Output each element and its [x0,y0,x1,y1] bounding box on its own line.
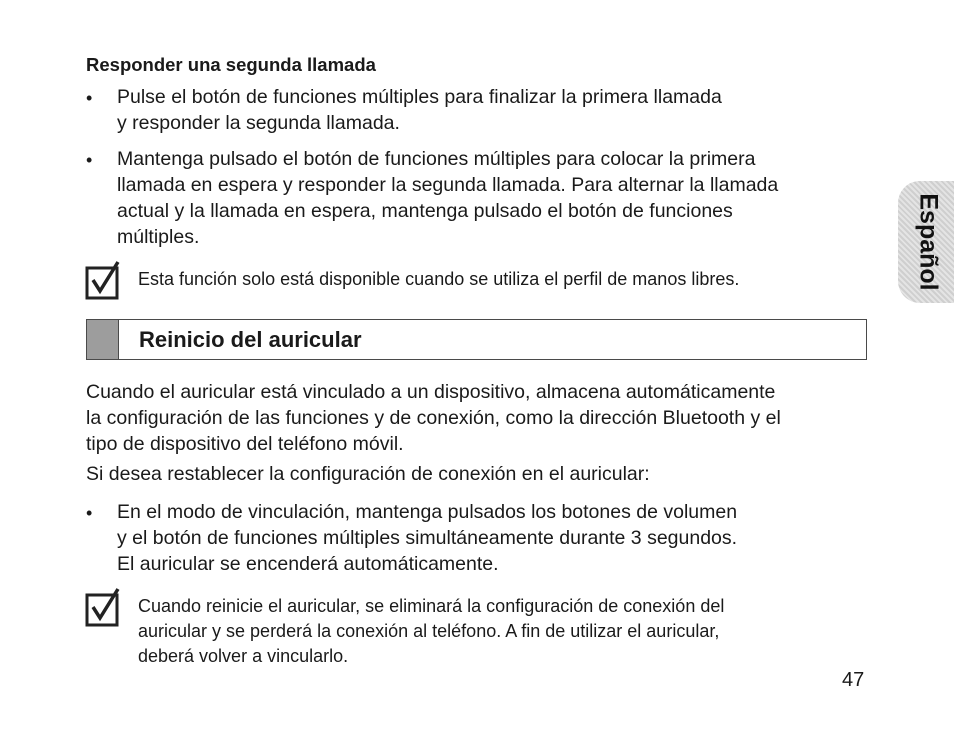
text-line: tipo de dispositivo del teléfono móvil. [86,433,404,455]
second-call-heading: Responder una segunda llamada [86,54,376,75]
bullet-symbol: • [86,503,93,523]
text-line: múltiples. [117,226,200,248]
section-heading-bar [87,320,119,359]
text-line: Cuando el auricular está vinculado a un dispositivo, almacena automáticamente [86,381,776,403]
bullet-symbol: • [86,150,93,170]
section-title: Reinicio del auricular [139,327,362,352]
language-tab-label: Español [914,193,943,291]
text-line: la configuración de las funciones y de conexión, como la dirección Bluetooth y el [86,407,781,429]
text-line: y el botón de funciones múltiples simultáneamente durante 3 segundos. [117,527,738,549]
text-line: Si desea restablecer la configuración de conexión en el auricular: [86,463,650,485]
language-side-tab [898,181,954,303]
text-line: llamada en espera y responder la segunda llamada. Para alternar la llamada [117,174,779,196]
bullet-symbol: • [86,88,93,108]
text-line: En el modo de vinculación, mantenga pulsados los botones de volumen [117,501,738,523]
page-number: 47 [842,669,865,691]
text-line: y responder la segunda llamada. [117,112,400,134]
text-line: auricular y se perderá la conexión al teléfono. A fin de utilizar el auricular, [138,621,720,641]
text-line: Pulse el botón de funciones múltiples para finalizar la primera llamada [117,86,722,108]
note-text [138,594,858,669]
paragraph [86,379,886,457]
text-line: deberá volver a vincularlo. [138,646,349,666]
text-line: actual y la llamada en espera, mantenga pulsado el botón de funciones [117,200,733,222]
section-heading-box [86,319,867,360]
checkmark-note-icon [85,260,121,300]
checkmark-note-icon [85,587,121,627]
text-line: Cuando reinicie el auricular, se eliminará la configuración de conexión del [138,596,725,616]
bullet-item [117,84,877,136]
bullet-item [117,499,877,577]
text-line: Esta función solo está disponible cuando se utiliza el perfil de manos libres. [138,269,740,289]
text-line: El auricular se encenderá automáticamente. [117,553,499,575]
paragraph [86,461,886,487]
text-line: Mantenga pulsado el botón de funciones múltiples para colocar la primera [117,148,756,170]
bullet-item [117,146,877,250]
note-text [138,267,858,292]
